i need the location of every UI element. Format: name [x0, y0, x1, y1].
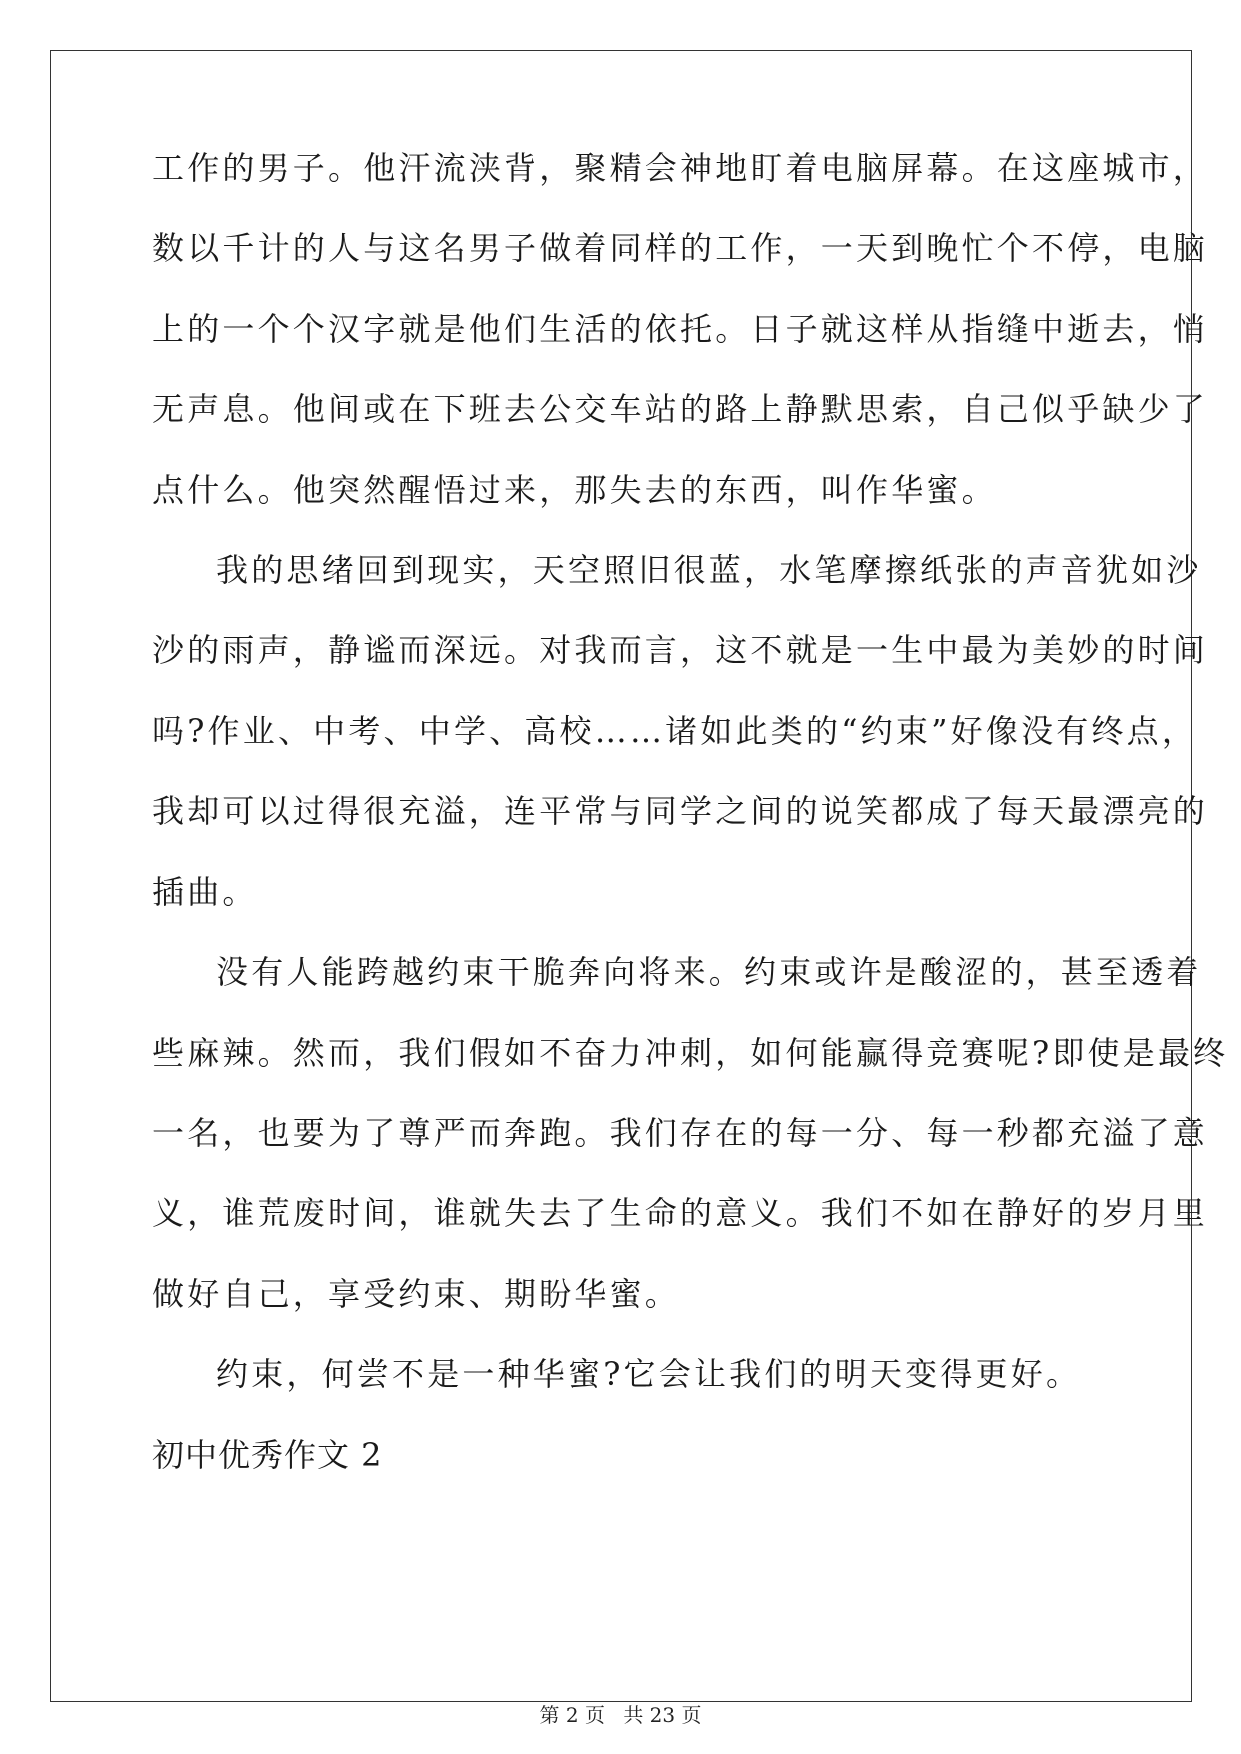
paragraph-start-line: 约束，何尝不是一种华蜜?它会让我们的明天变得更好。	[216, 1355, 1082, 1393]
text-line: 插曲。	[152, 873, 258, 911]
paragraph-start-line: 我的思绪回到现实，天空照旧很蓝，水笔摩擦纸张的声音犹如沙	[216, 551, 1202, 589]
text-line: 数以千计的人与这名男子做着同样的工作，一天到晚忙个不停，电脑	[152, 229, 1209, 267]
page-number: 第 2 页	[539, 1703, 605, 1727]
text-line: 义，谁荒废时间，谁就失去了生命的意义。我们不如在静好的岁月里	[152, 1194, 1209, 1232]
page-total: 共 23 页	[623, 1703, 702, 1727]
text-line: 沙的雨声，静谧而深远。对我而言，这不就是一生中最为美妙的时间	[152, 631, 1209, 669]
text-line: 工作的男子。他汗流浃背，聚精会神地盯着电脑屏幕。在这座城市，	[152, 149, 1209, 187]
text-line: 上的一个个汉字就是他们生活的依托。日子就这样从指缝中逝去，悄	[152, 310, 1209, 348]
text-line: 无声息。他间或在下班去公交车站的路上静默思索，自己似乎缺少了	[152, 390, 1209, 428]
text-line: 做好自己，享受约束、期盼华蜜。	[152, 1275, 681, 1313]
paragraph-start-line: 没有人能跨越约束干脆奔向将来。约束或许是酸涩的，甚至透着	[216, 953, 1202, 991]
text-line: 吗?作业、中考、中学、高校……诸如此类的“约束”好像没有终点，	[152, 712, 1198, 750]
text-line: 我却可以过得很充溢，连平常与同学之间的说笑都成了每天最漂亮的	[152, 792, 1209, 830]
section-heading: 初中优秀作文 2	[152, 1436, 383, 1474]
page-footer	[0, 1702, 1241, 1728]
text-line: 些麻辣。然而，我们假如不奋力冲刺，如何能赢得竞赛呢?即使是最终	[152, 1034, 1229, 1072]
text-line: 一名，也要为了尊严而奔跑。我们存在的每一分、每一秒都充溢了意	[152, 1114, 1209, 1152]
text-line: 点什么。他突然醒悟过来，那失去的东西，叫作华蜜。	[152, 471, 997, 509]
